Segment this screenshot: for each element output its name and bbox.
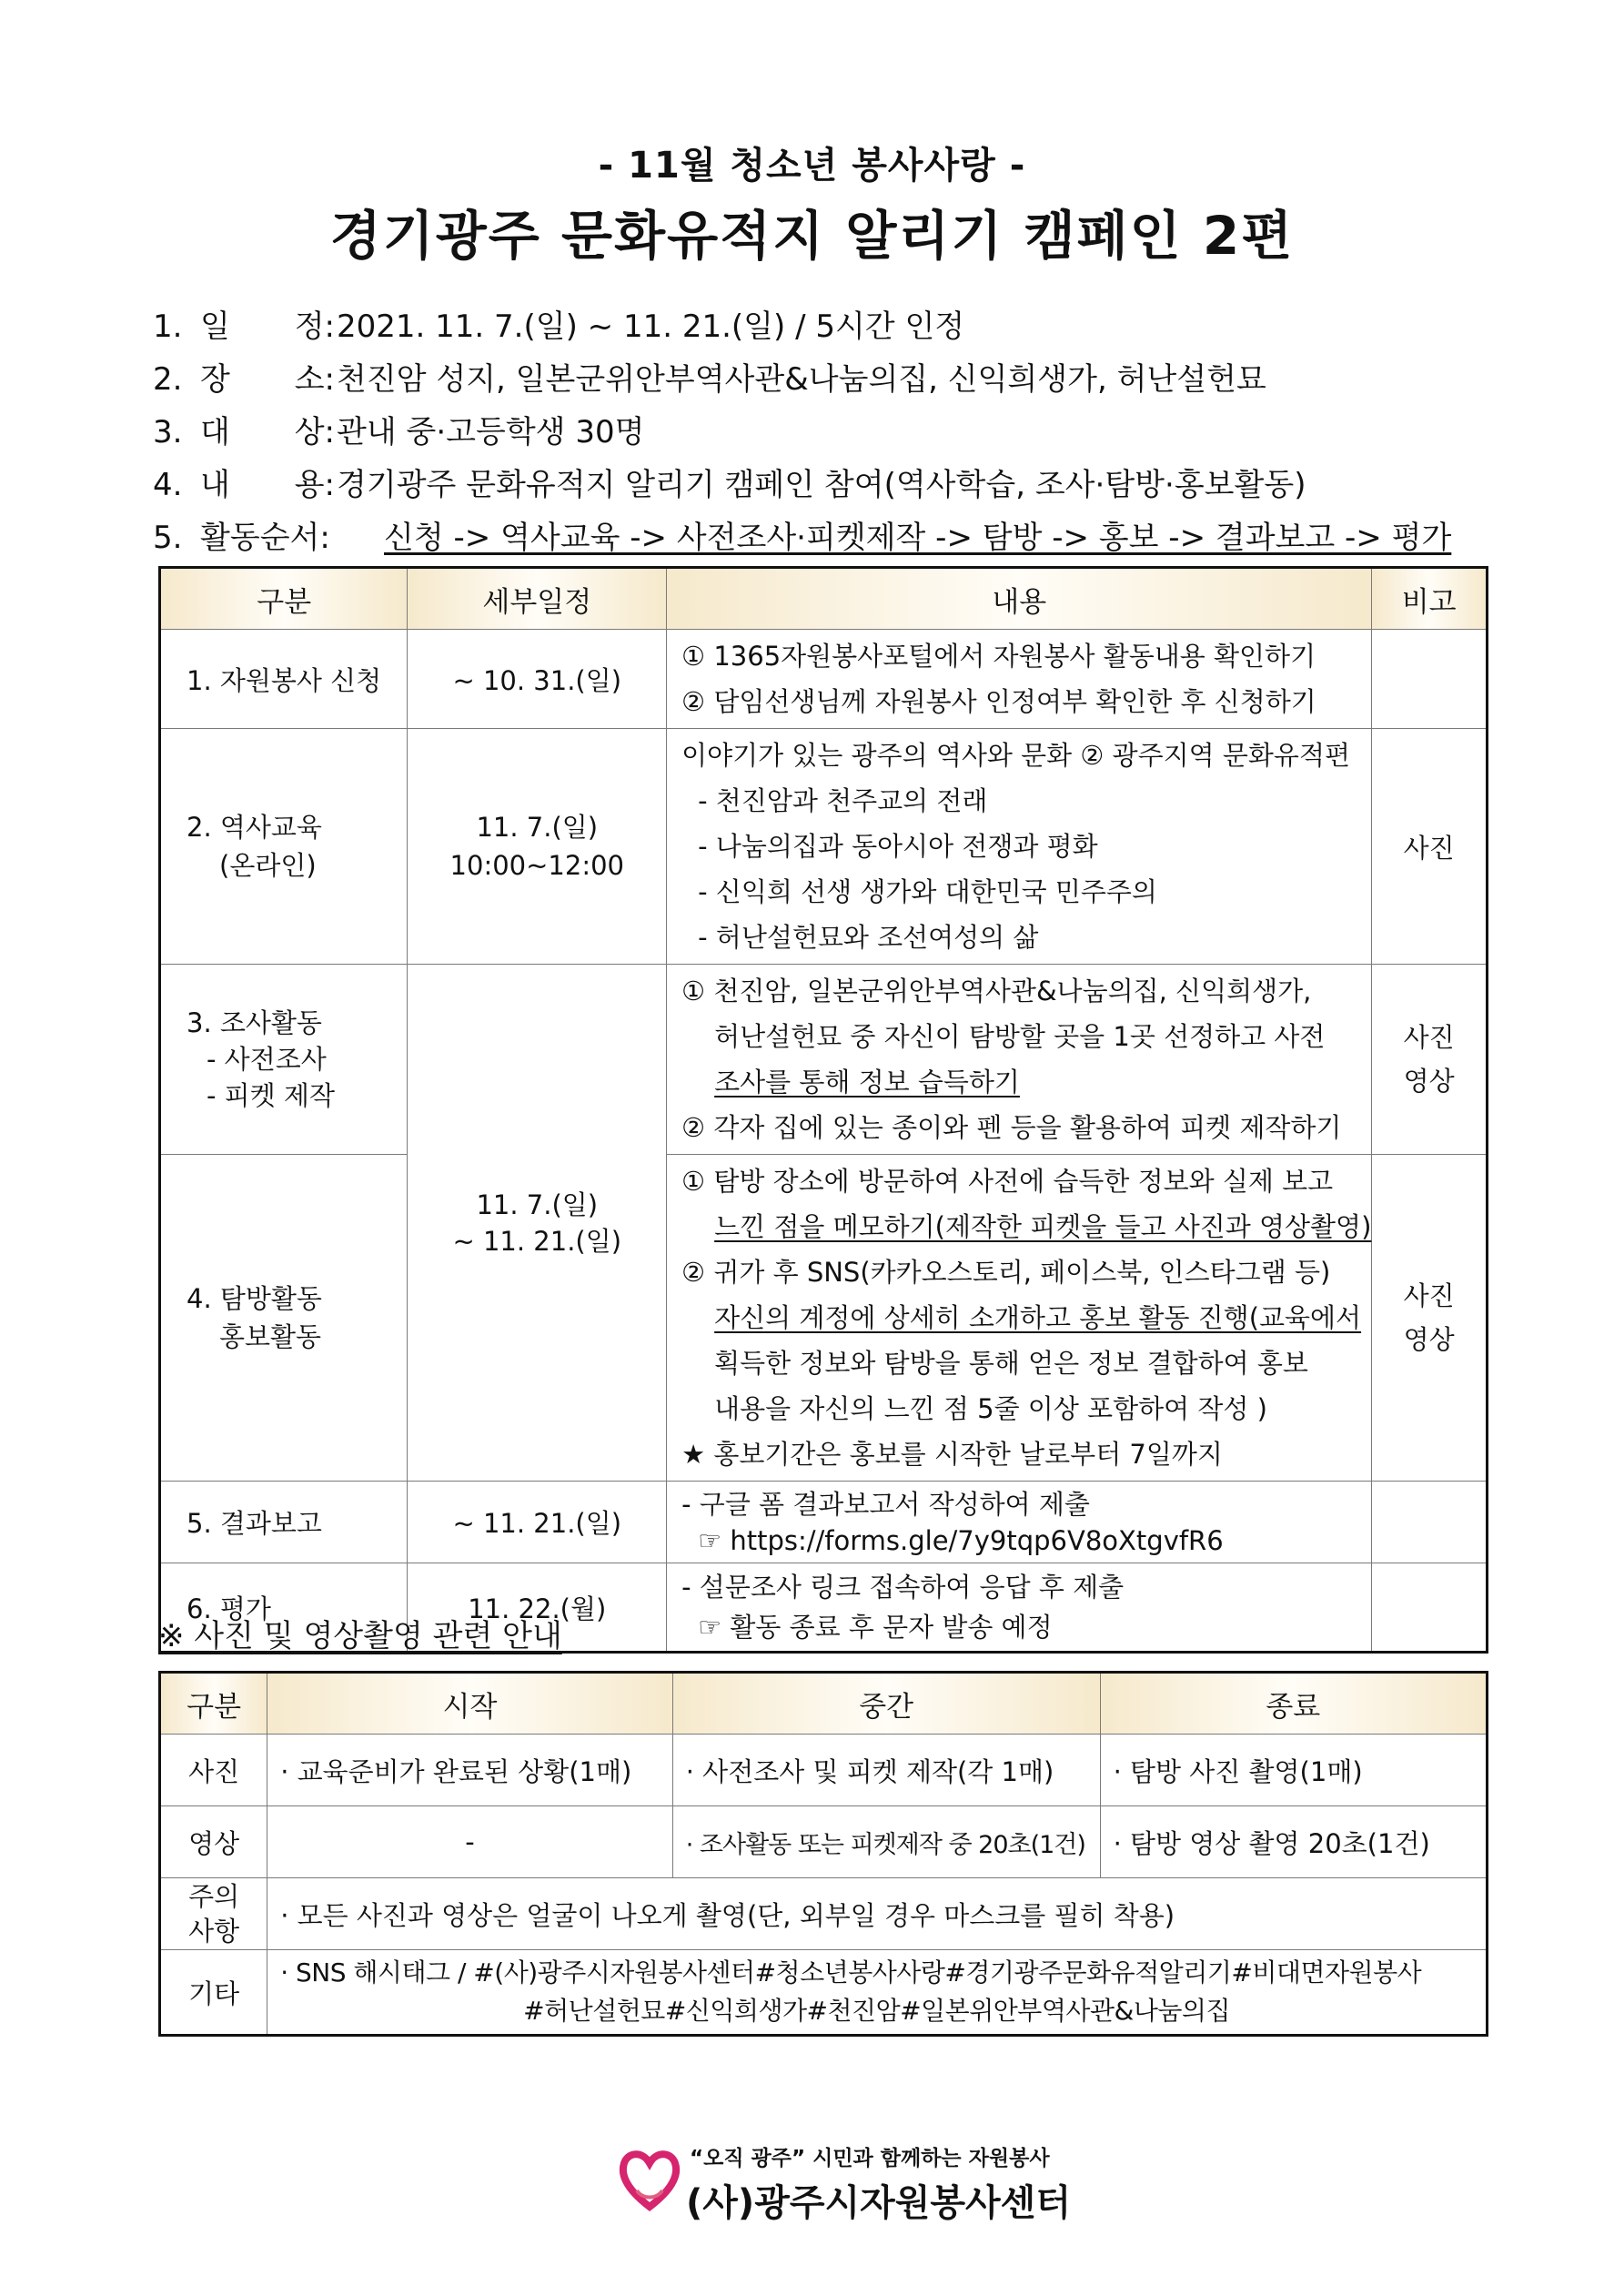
- table-row: [160, 1878, 1488, 1950]
- cell-text: 2. 역사교육: [187, 812, 322, 843]
- cell-text: 6. 평가: [187, 1593, 271, 1624]
- table-cell: [267, 1950, 1488, 2036]
- content-line: ② 각자 집에 있는 종이와 펜 등을 활용하여 피켓 제작하기: [681, 1112, 1342, 1143]
- row-content: [667, 729, 1372, 965]
- info-value: 천진암 성지, 일본군위안부역사관&나눔의집, 신익희생가, 허난설헌묘: [337, 361, 1266, 398]
- form-link[interactable]: ☞ https://forms.gle/7y9tqp6V8oXtgvfR6: [698, 1524, 1224, 1556]
- cell-text: 영상: [1403, 1066, 1455, 1097]
- col-header: 시작: [267, 1673, 673, 1735]
- cell-text: 영상: [1403, 1324, 1455, 1355]
- row-date: [408, 965, 667, 1482]
- col-header: 비고: [1372, 568, 1488, 630]
- info-value: 신청 -> 역사교육 -> 사전조사·피켓제작 -> 탐방 -> 홍보 -> 결과보고 -> 평가: [384, 520, 1452, 556]
- row-content: [667, 1155, 1372, 1482]
- info-label-part: 용:: [294, 467, 335, 503]
- cell-text: 3. 조사활동: [187, 1007, 322, 1038]
- table-row: [160, 729, 1488, 965]
- row-category: [160, 965, 408, 1155]
- row-category: [160, 1155, 408, 1482]
- info-label-part: 장: [200, 361, 230, 398]
- info-label-part: 대: [200, 414, 230, 450]
- schedule-table: [158, 566, 1488, 1654]
- info-label: [200, 406, 335, 459]
- info-label: 활동순서:: [200, 520, 330, 556]
- info-row-date: [153, 300, 1472, 353]
- photo-guide-table: [158, 1671, 1488, 2037]
- cell-text: 11. 22.(월): [468, 1593, 607, 1624]
- content-line: ① 1365자원봉사포털에서 자원봉사 활동내용 확인하기: [681, 641, 1316, 672]
- row-category: [160, 630, 408, 729]
- table-row: [160, 1950, 1488, 2036]
- hashtag-line: · SNS 해시태그 / #(사)광주시자원봉사센터#청소년봉사사랑#경기광주문화유적알리기#비대면자원봉사: [280, 1957, 1422, 1988]
- table-cell: · 탐방 사진 촬영(1매): [1100, 1735, 1487, 1806]
- row-content: [667, 630, 1372, 729]
- table-cell: · 사전조사 및 피켓 제작(각 1매): [672, 1735, 1100, 1806]
- col-header: 내용: [667, 568, 1372, 630]
- row-note: [1372, 1563, 1488, 1653]
- col-header: 종료: [1100, 1673, 1487, 1735]
- cell-text: 사진: [1403, 1280, 1455, 1311]
- content-line: ② 귀가 후 SNS(카카오스토리, 페이스북, 인스타그램 등): [681, 1257, 1331, 1288]
- info-label-part: 내: [200, 467, 230, 503]
- content-line: - 설문조사 링크 접속하여 응답 후 제출: [681, 1572, 1125, 1603]
- row-category: [160, 1482, 408, 1563]
- cell-text: 사항: [188, 1916, 240, 1947]
- info-label-part: 상:: [294, 414, 335, 450]
- row-note: [1372, 1482, 1488, 1563]
- table-row: [160, 965, 1488, 1155]
- info-label: [200, 459, 335, 511]
- info-row-order: [153, 511, 1472, 564]
- cell-text: 홍보활동: [219, 1321, 322, 1352]
- hashtag-line: #허난설헌묘#신익희생가#천진암#일본위안부역사관&나눔의집: [523, 1996, 1231, 2026]
- info-row-place: [153, 353, 1472, 406]
- content-line: - 나눔의집과 동아시아 전쟁과 평화: [698, 831, 1098, 862]
- content-line: 획득한 정보와 탐방을 통해 얻은 정보 결합하여 홍보: [714, 1348, 1308, 1379]
- col-header: 중간: [672, 1673, 1100, 1735]
- table-cell: -: [267, 1806, 673, 1878]
- page-title: 경기광주 문화유적지 알리기 캠페인 2편: [329, 205, 1295, 267]
- table-header-row: [160, 568, 1488, 630]
- cell-text: ~ 11. 21.(일): [452, 1225, 622, 1257]
- info-value: 경기광주 문화유적지 알리기 캠페인 참여(역사학습, 조사·탐방·홍보활동): [337, 467, 1306, 503]
- content-line: - 구글 폼 결과보고서 작성하여 제출: [681, 1488, 1090, 1520]
- table-row: [160, 1806, 1488, 1878]
- cell-text: 11. 7.(일): [476, 812, 599, 843]
- row-date: [408, 729, 667, 965]
- photo-notice-heading: ※ 사진 및 영상촬영 관련 안내: [158, 1618, 562, 1654]
- cell-text: - 피켓 제작: [207, 1080, 335, 1111]
- cell-text: (온라인): [219, 850, 317, 881]
- row-date: [408, 1482, 667, 1563]
- table-row: [160, 630, 1488, 729]
- row-label: [160, 1878, 267, 1950]
- info-row-content: [153, 459, 1472, 511]
- content-line: - 신익희 선생 생가와 대한민국 민주주의: [698, 876, 1157, 907]
- table-row: [160, 1735, 1488, 1806]
- info-row-target: [153, 406, 1472, 459]
- col-header: 세부일정: [408, 568, 667, 630]
- table-row: [160, 1155, 1488, 1482]
- table-cell: · 모든 사진과 영상은 얼굴이 나오게 촬영(단, 외부일 경우 마스크를 필히 착용): [267, 1878, 1488, 1950]
- info-label-part: 일: [200, 308, 230, 345]
- table-cell: · 교육준비가 완료된 상황(1매): [267, 1735, 673, 1806]
- row-note: 사진: [1372, 729, 1488, 965]
- cell-text: 5. 결과보고: [187, 1508, 322, 1539]
- cell-text: 사진: [1403, 1022, 1455, 1053]
- cell-text: 1. 자원봉사 신청: [187, 664, 382, 696]
- info-list: [153, 300, 1472, 564]
- content-line: ★ 홍보기간은 홍보를 시작한 날로부터 7일까지: [681, 1439, 1223, 1470]
- info-label-part: 정:: [294, 308, 335, 345]
- cell-text: 10:00~12:00: [449, 850, 624, 881]
- content-line: 자신의 계정에 상세히 소개하고 홍보 활동 진행(교육에서: [714, 1302, 1362, 1333]
- cell-text: ~ 11. 21.(일): [452, 1508, 622, 1539]
- heart-logo-icon: [617, 2143, 682, 2216]
- info-value: 관내 중·고등학생 30명: [337, 414, 645, 450]
- row-label: 사진: [160, 1735, 267, 1806]
- table-row: [160, 1482, 1488, 1563]
- content-line: 허난설헌묘 중 자신이 탐방할 곳을 1곳 선정하고 사전: [714, 1021, 1326, 1052]
- row-label: 기타: [160, 1950, 267, 2036]
- footer-logo-block: [617, 2134, 1071, 2234]
- content-line: ② 담임선생님께 자원봉사 인정여부 확인한 후 신청하기: [681, 686, 1316, 717]
- col-header: 구분: [160, 1673, 267, 1735]
- col-header: 구분: [160, 568, 408, 630]
- content-line: 느낀 점을 메모하기(제작한 피켓을 들고 사진과 영상촬영): [714, 1211, 1372, 1242]
- content-line: 이야기가 있는 광주의 역사와 문화 ② 광주지역 문화유적편: [681, 740, 1350, 771]
- info-number: 4.: [153, 467, 183, 503]
- info-number: 2.: [153, 361, 183, 398]
- cell-text: 주의: [188, 1881, 240, 1912]
- cell-text: - 사전조사: [207, 1044, 327, 1075]
- content-line: ☞ 활동 종료 후 문자 발송 예정: [698, 1612, 1053, 1643]
- content-line: - 천진암과 천주교의 전래: [698, 785, 988, 816]
- content-line: ① 탐방 장소에 방문하여 사전에 습득한 정보와 실제 보고: [681, 1166, 1334, 1197]
- cell-text: 4. 탐방활동: [187, 1283, 322, 1314]
- subtitle: - 11월 청소년 봉사사랑 -: [598, 145, 1026, 187]
- organization-name: (사)광주시자원봉사센터: [686, 2182, 1071, 2224]
- row-category: [160, 729, 408, 965]
- cell-text: 11. 7.(일): [476, 1188, 599, 1220]
- content-line: 내용을 자신의 느낀 점 5줄 이상 포함하여 작성 ): [714, 1393, 1267, 1424]
- row-note: [1372, 965, 1488, 1155]
- table-cell: · 탐방 영상 촬영 20초(1건): [1100, 1806, 1487, 1878]
- table-cell: · 조사활동 또는 피켓제작 중 20초(1건): [672, 1806, 1100, 1878]
- content-line: ① 천진암, 일본군위안부역사관&나눔의집, 신익희생가,: [681, 976, 1312, 1006]
- info-label: [200, 300, 335, 353]
- info-value: 2021. 11. 7.(일) ~ 11. 21.(일) / 5시간 인정: [337, 308, 965, 345]
- content-line: 조사를 통해 정보 습득하기: [714, 1067, 1020, 1097]
- row-note: [1372, 630, 1488, 729]
- cell-text: ~ 10. 31.(일): [452, 664, 622, 696]
- row-content: [667, 1563, 1372, 1653]
- footer-tagline: “오직 광주” 시민과 함께하는 자원봉사: [690, 2147, 1050, 2170]
- info-number: 1.: [153, 308, 183, 345]
- table-header-row: [160, 1673, 1488, 1735]
- row-note: [1372, 1155, 1488, 1482]
- row-label: 영상: [160, 1806, 267, 1878]
- info-label-part: 소:: [294, 361, 335, 398]
- info-number: 5.: [153, 520, 183, 556]
- row-content: [667, 965, 1372, 1155]
- info-label: [200, 353, 335, 406]
- row-date: [408, 630, 667, 729]
- content-line: - 허난설헌묘와 조선여성의 삶: [698, 922, 1039, 953]
- info-number: 3.: [153, 414, 183, 450]
- row-content: [667, 1482, 1372, 1563]
